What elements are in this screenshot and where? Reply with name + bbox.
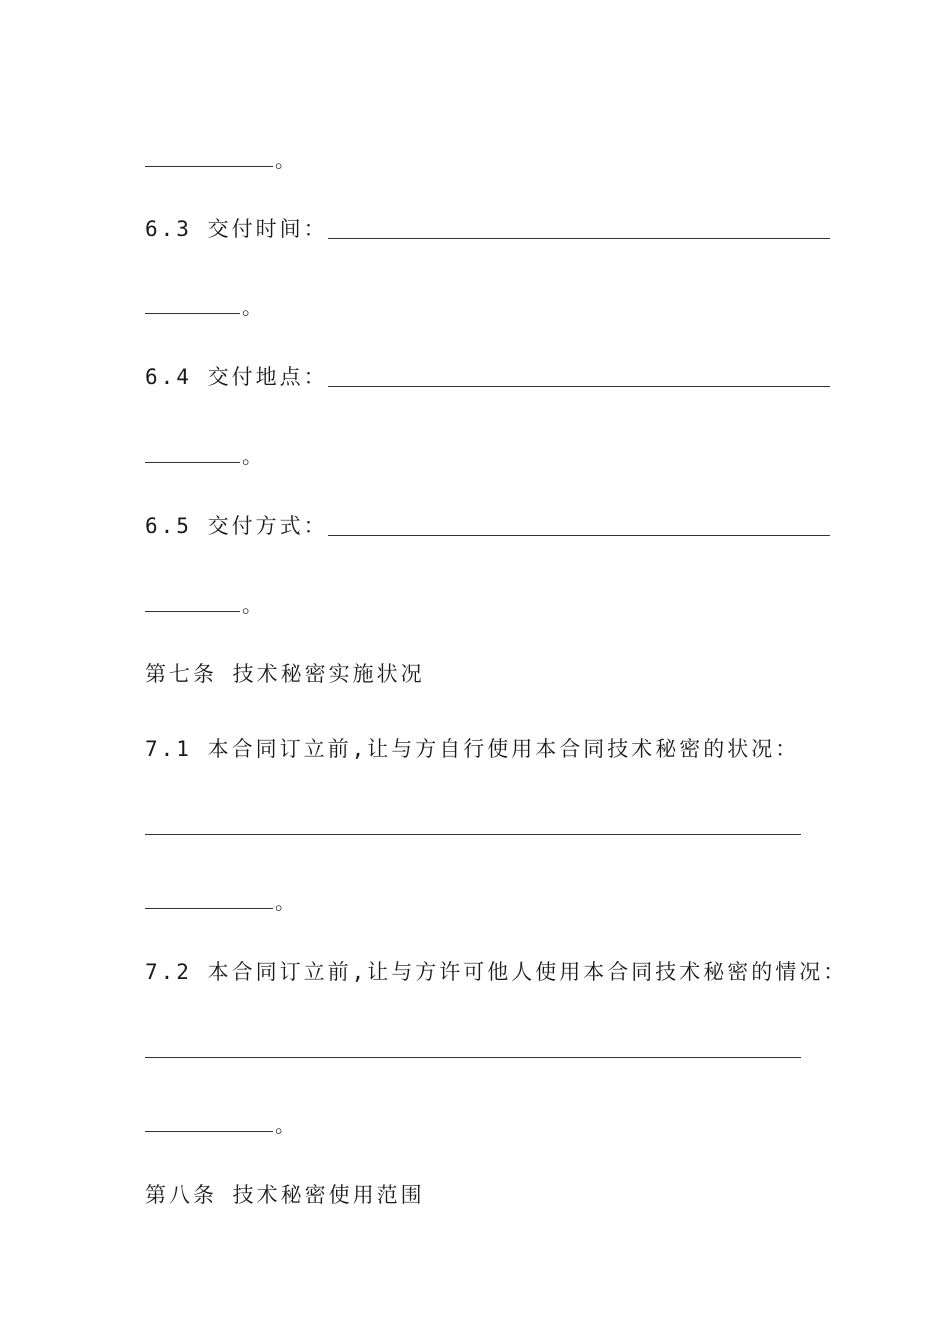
clause-label: 7.1 本合同订立前,让与方自行使用本合同技术秘密的状况： <box>145 737 800 761</box>
fill-blank[interactable] <box>328 218 830 239</box>
fill-blank[interactable] <box>145 591 240 612</box>
clause-label: 6.3 交付时间： <box>145 217 328 241</box>
blank-line-end <box>145 436 265 466</box>
blank-line-end <box>145 1105 298 1135</box>
blank-line-end <box>145 140 298 170</box>
fill-blank[interactable] <box>145 442 240 463</box>
fill-blank[interactable] <box>328 366 830 387</box>
blank-line-full <box>145 1031 801 1061</box>
period: 。 <box>275 890 298 914</box>
fill-blank[interactable] <box>145 1111 273 1132</box>
clause-7-1 <box>145 732 799 762</box>
blank-line-end <box>145 287 265 317</box>
article-7-heading <box>145 657 425 687</box>
fill-blank[interactable] <box>328 515 830 536</box>
period: 。 <box>275 1113 298 1137</box>
article-8-heading <box>145 1178 425 1208</box>
clause-6-5 <box>145 509 830 539</box>
blank-line-full <box>145 808 801 838</box>
clause-label: 7.2 本合同订立前,让与方许可他人使用本合同技术秘密的情况： <box>145 960 848 984</box>
period: 。 <box>275 148 298 172</box>
period: 。 <box>242 444 265 468</box>
period: 。 <box>242 295 265 319</box>
article-title: 第七条 技术秘密实施状况 <box>145 662 425 686</box>
clause-7-2 <box>145 955 847 985</box>
fill-blank[interactable] <box>145 146 273 167</box>
clause-label: 6.4 交付地点： <box>145 365 328 389</box>
fill-blank[interactable] <box>145 814 801 835</box>
fill-blank[interactable] <box>145 888 273 909</box>
article-title: 第八条 技术秘密使用范围 <box>145 1183 425 1207</box>
blank-line-end <box>145 585 265 615</box>
period: 。 <box>242 593 265 617</box>
clause-6-4 <box>145 360 830 390</box>
fill-blank[interactable] <box>145 1037 801 1058</box>
clause-6-3 <box>145 212 830 242</box>
fill-blank[interactable] <box>145 293 240 314</box>
blank-line-end <box>145 882 298 912</box>
clause-label: 6.5 交付方式： <box>145 514 328 538</box>
